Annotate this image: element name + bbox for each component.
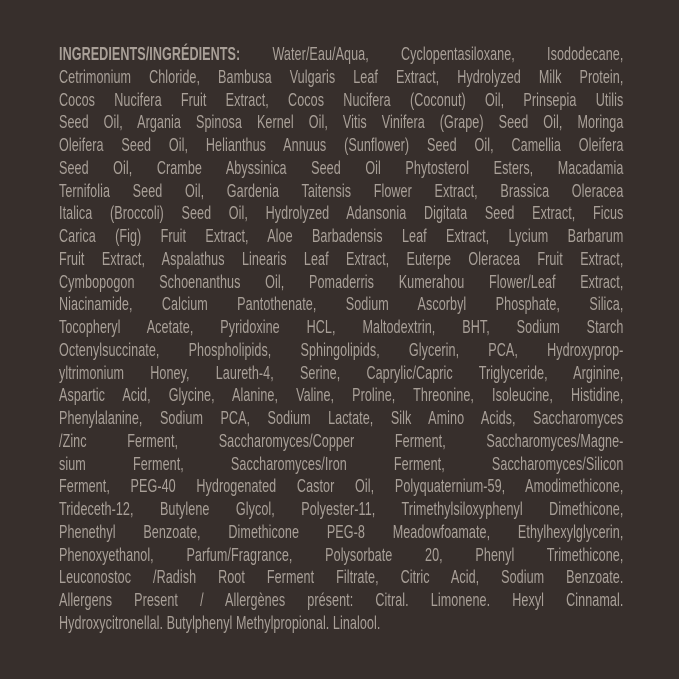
ingredients-line — [59, 475, 623, 498]
ingredients-line-text: yltrimonium Honey, Laureth-4, Serine, Caprylic/Capric Triglyceride, Arginine, — [59, 361, 624, 383]
ingredients-line — [59, 66, 623, 89]
ingredients-heading-label: INGREDIENTS/INGRÉDIENTS: — [59, 43, 241, 64]
ingredients-line — [59, 384, 623, 407]
ingredients-line-text: Aspartic Acid, Glycine, Alanine, Valine, Proline, Threonine, Isoleucine, Histidine, — [59, 384, 624, 406]
ingredients-line-text: Hydroxycitronellal. Butylphenyl Methylpropional. Linalool. — [59, 611, 381, 633]
ingredients-line — [59, 566, 623, 589]
ingredients-line — [59, 111, 623, 134]
ingredients-line-text: Cetrimonium Chloride, Bambusa Vulgaris Leaf Extract, Hydrolyzed Milk Protein, — [59, 65, 624, 87]
ingredients-line — [59, 157, 623, 180]
ingredients-line-text: Niacinamide, Calcium Pantothenate, Sodium Ascorbyl Phosphate, Silica, — [59, 293, 624, 315]
ingredients-line-text: Seed Oil, Argania Spinosa Kernel Oil, Vitis Vinifera (Grape) Seed Oil, Moringa — [59, 111, 624, 133]
ingredients-line-text: Ternifolia Seed Oil, Gardenia Taitensis Flower Extract, Brassica Oleracea — [59, 179, 624, 201]
ingredients-line — [59, 407, 623, 430]
ingredients-line-text: Cymbopogon Schoenanthus Oil, Pomaderris Kumerahou Flower/Leaf Extract, — [59, 270, 624, 292]
ingredients-line — [59, 589, 623, 612]
ingredients-line — [59, 316, 623, 339]
ingredients-line — [59, 43, 623, 66]
ingredients-line — [59, 612, 623, 635]
ingredients-line — [59, 339, 623, 362]
ingredients-line — [59, 362, 623, 385]
ingredients-line — [59, 134, 623, 157]
ingredients-line — [59, 202, 623, 225]
ingredients-line — [59, 180, 623, 203]
ingredients-line — [59, 430, 623, 453]
ingredients-line-text: Ferment, PEG-40 Hydrogenated Castor Oil, Polyquaternium-59, Amodimethicone, — [59, 475, 624, 497]
ingredients-line-text: Leuconostoc /Radish Root Ferment Filtrate, Citric Acid, Sodium Benzoate. — [59, 566, 624, 588]
ingredients-line — [59, 498, 623, 521]
ingredients-line-text: Italica (Broccoli) Seed Oil, Hydrolyzed Adansonia Digitata Seed Extract, Ficus — [59, 202, 624, 224]
ingredients-line-text: Carica (Fig) Fruit Extract, Aloe Barbadensis Leaf Extract, Lycium Barbarum — [59, 225, 624, 246]
ingredients-line-text: Phenoxyethanol, Parfum/Fragrance, Polysorbate 20, Phenyl Trimethicone, — [59, 543, 624, 565]
ingredients-line-text: Octenylsuccinate, Phospholipids, Sphingolipids, Glycerin, PCA, Hydroxyprop- — [59, 338, 624, 360]
ingredients-line-text: Cocos Nucifera Fruit Extract, Cocos Nucifera (Coconut) Oil, Prinsepia Utilis — [59, 88, 624, 110]
ingredients-line — [59, 293, 623, 316]
ingredients-line-text: Phenylalanine, Sodium PCA, Sodium Lactate, Silk Amino Acids, Saccharomyces — [59, 407, 624, 428]
ingredients-line-text: /Zinc Ferment, Saccharomyces/Copper Ferment, Saccharomyces/Magne- — [59, 429, 624, 451]
ingredients-line — [59, 225, 623, 248]
ingredients-line-text: sium Ferment, Saccharomyces/Iron Ferment, Saccharomyces/Silicon — [59, 452, 624, 474]
ingredients-line-text: Water/Eau/Aqua, Cyclopentasiloxane, Isododecane, — [240, 43, 624, 64]
ingredients-line-text: Allergens Present / Allergènes présent: Citral. Limonene. Hexyl Cinnamal. — [59, 589, 624, 610]
ingredients-line-text: Phenethyl Benzoate, Dimethicone PEG-8 Meadowfoamate, Ethylhexylglycerin, — [59, 520, 624, 542]
ingredients-line-text: Trideceth-12, Butylene Glycol, Polyester-11, Trimethylsiloxyphenyl Dimethicone, — [59, 498, 624, 519]
ingredients-line — [59, 453, 623, 476]
ingredients-line-text: Seed Oil, Crambe Abyssinica Seed Oil Phytosterol Esters, Macadamia — [59, 156, 624, 178]
ingredients-line — [59, 521, 623, 544]
ingredients-line-text: Oleifera Seed Oil, Helianthus Annuus (Sunflower) Seed Oil, Camellia Oleifera — [59, 134, 624, 155]
ingredients-line — [59, 271, 623, 294]
ingredients-line — [59, 248, 623, 271]
ingredients-line — [59, 89, 623, 112]
ingredients-line-text: Fruit Extract, Aspalathus Linearis Leaf Extract, Euterpe Oleracea Fruit Extract, — [59, 247, 624, 269]
ingredients-line-text: Tocopheryl Acetate, Pyridoxine HCL, Maltodextrin, BHT, Sodium Starch — [59, 316, 624, 337]
ingredients-line — [59, 544, 623, 567]
ingredients-label — [59, 43, 623, 639]
